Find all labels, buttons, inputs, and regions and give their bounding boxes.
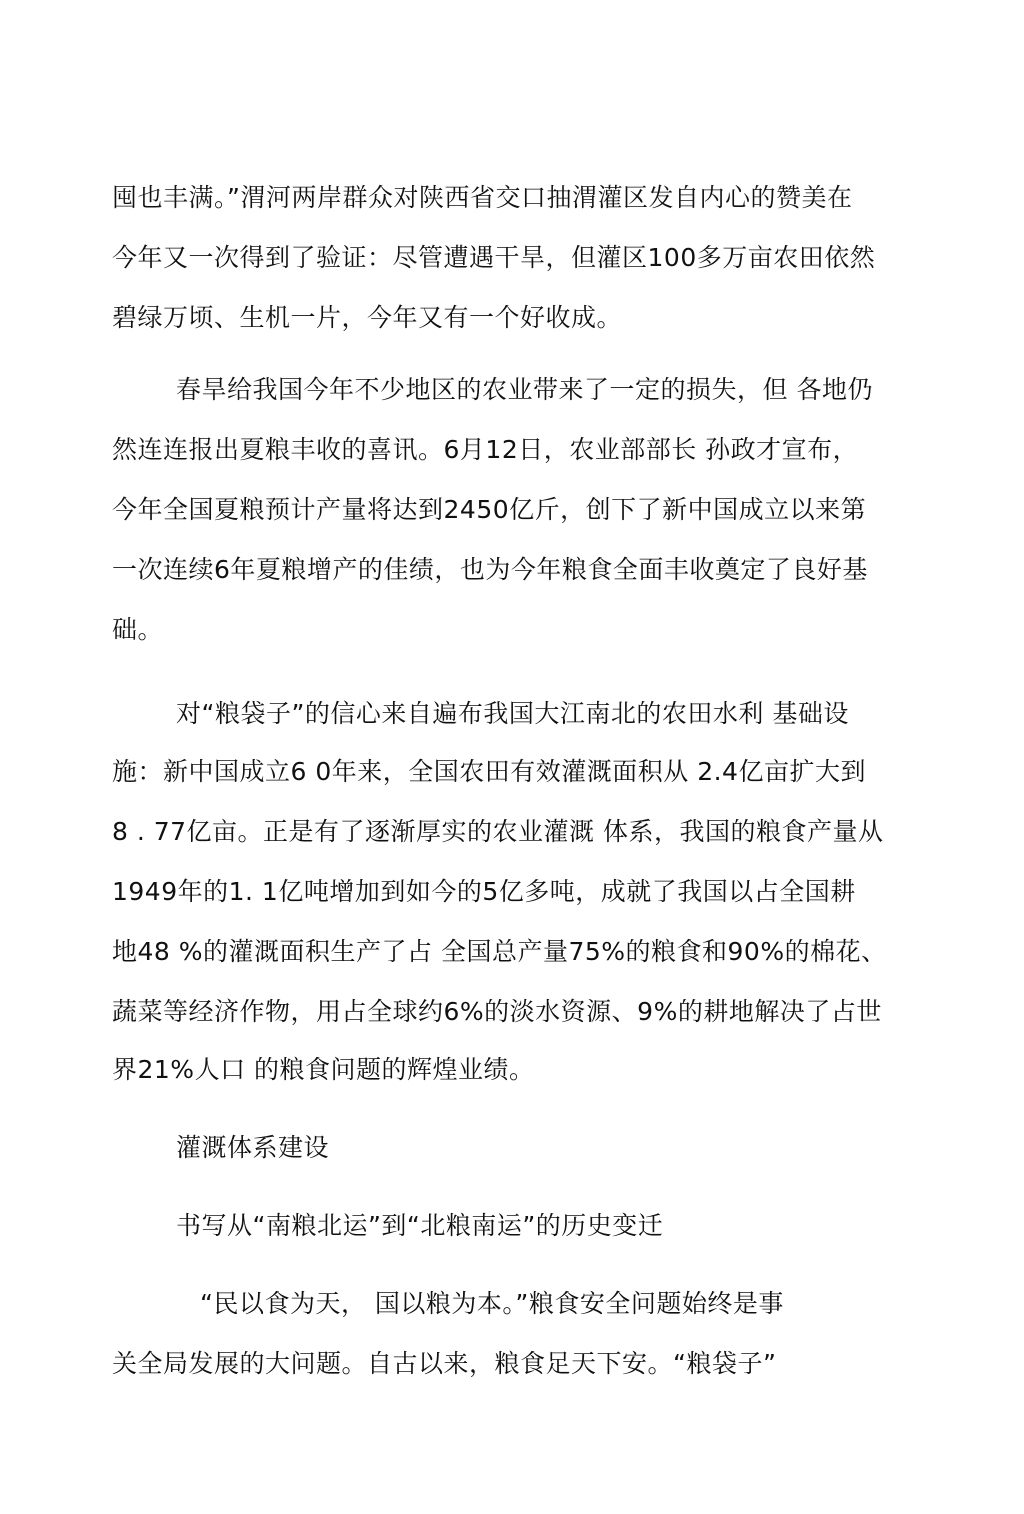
text-line: 地48 %的灌溉面积生产了占 全国总产量75%的粮食和90%的棉花、 — [112, 937, 887, 966]
text-line: 今年又一次得到了验证：尽管遭遇干旱，但灌区100多万亩农田依然 — [112, 243, 876, 272]
text-line: 对“粮袋子”的信心来自遍布我国大江南北的农田水利 基础设 — [176, 699, 849, 728]
text-line: 界21%人口 的粮食问题的辉煌业绩。 — [112, 1055, 535, 1084]
text-line: 础。 — [112, 615, 164, 644]
section-subheading: 书写从“南粮北运”到“北粮南运”的历史变迁 — [176, 1211, 664, 1240]
text-line: 春旱给我国今年不少地区的农业带来了一定的损失，但 各地仍 — [176, 375, 873, 404]
text-line: 一次连续6年夏粮增产的佳绩，也为今年粮食全面丰收奠定了良好基 — [112, 555, 868, 584]
text-line: 蔬菜等经济作物，用占全球约6%的淡水资源、9%的耕地解决了占世 — [112, 997, 882, 1026]
text-line: 1949年的1. 1亿吨增加到如今的5亿多吨，成就了我国以占全国耕 — [112, 877, 856, 906]
text-line: “民以食为天， 国以粮为本。”粮食安全问题始终是事 — [200, 1289, 784, 1318]
text-line: 关全局发展的大问题。自古以来，粮食足天下安。“粮袋子” — [112, 1349, 777, 1378]
text-line: 8 . 77亿亩。正是有了逐渐厚实的农业灌溉 体系，我国的粮食产量从 — [112, 817, 884, 846]
text-line: 施：新中国成立6 0年来，全国农田有效灌溉面积从 2.4亿亩扩大到 — [112, 757, 866, 786]
text-line: 碧绿万顷、生机一片，今年又有一个好收成。 — [112, 303, 623, 332]
text-line: 今年全国夏粮预计产量将达到2450亿斤，创下了新中国成立以来第 — [112, 495, 867, 524]
text-line: 然连连报出夏粮丰收的喜讯。6月12日，农业部部长 孙政才宣布， — [112, 435, 859, 464]
text-line: 囤也丰满。”渭河两岸群众对陕西省交口抽渭灌区发自内心的赞美在 — [112, 183, 853, 212]
section-heading: 灌溉体系建设 — [176, 1133, 330, 1162]
